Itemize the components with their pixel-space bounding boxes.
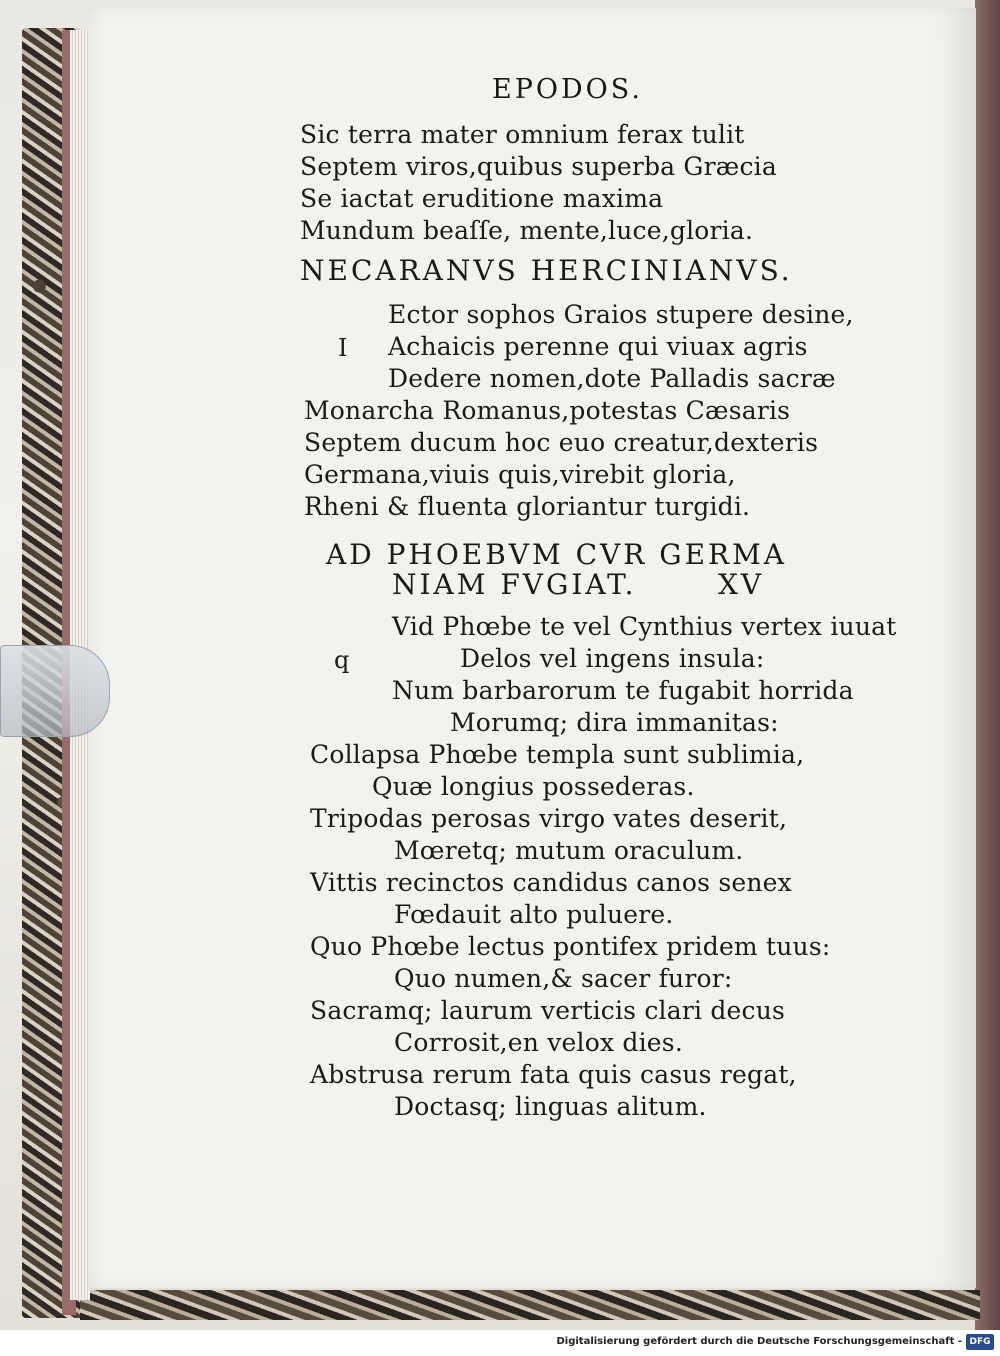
phoebum-line-10: Fœdauit alto puluere. bbox=[394, 900, 674, 929]
phoebum-line-8: Mœretq; mutum oraculum. bbox=[394, 836, 744, 865]
necaranus-line-3: Dedere nomen,dote Palladis sacræ bbox=[388, 364, 836, 393]
necaranus-line-2: Achaicis perenne qui viuax agris bbox=[388, 332, 808, 361]
necaranus-line-7: Rheni & fluenta gloriantur turgidi. bbox=[304, 492, 751, 521]
footer-bar bbox=[0, 1330, 1000, 1356]
margin-initial-i: I bbox=[338, 334, 348, 362]
epodos-line-2: Septem viros,quibus superba Græcia bbox=[300, 152, 777, 181]
footer-credit: Digitalisierung gefördert durch die Deutsche Forschungsgemeinschaft - bbox=[556, 1336, 962, 1347]
cover-right-edge bbox=[975, 0, 1000, 1330]
phoebum-line-16: Doctasq; linguas alitum. bbox=[394, 1092, 707, 1121]
phoebum-line-15: Abstrusa rerum fata quis casus regat, bbox=[310, 1060, 797, 1089]
necaranus-line-4: Monarcha Romanus,potestas Cæsaris bbox=[304, 396, 791, 425]
phoebum-line-4: Morumq; dira immanitas: bbox=[450, 708, 779, 737]
margin-initial-q: q bbox=[334, 646, 350, 674]
epodos-line-4: Mundum beaſſe, mente,luce,gloria. bbox=[300, 216, 754, 245]
phoebum-line-9: Vittis recinctos candidus canos senex bbox=[310, 868, 792, 897]
poem-number: XV bbox=[718, 568, 765, 601]
epodos-line-3: Se iactat eruditione maxima bbox=[300, 184, 664, 213]
phoebum-line-5: Collapsa Phœbe templa sunt sublimia, bbox=[310, 740, 805, 769]
heading-poem-title-2: NIAM FVGIAT. bbox=[392, 568, 637, 601]
phoebum-line-7: Tripodas perosas virgo vates deserit, bbox=[310, 804, 788, 833]
heading-epodos: EPODOS. bbox=[492, 74, 643, 105]
heading-poem-title-1: AD PHOEBVM CVR GERMA bbox=[326, 538, 787, 571]
necaranus-line-5: Septem ducum hoc euo creatur,dexteris bbox=[304, 428, 819, 457]
necaranus-line-6: Germana,viuis quis,virebit gloria, bbox=[304, 460, 736, 489]
plastic-page-clip bbox=[0, 645, 110, 737]
phoebum-line-6: Quæ longius possederas. bbox=[372, 772, 695, 801]
phoebum-line-3: Num barbarorum te fugabit horrida bbox=[392, 676, 854, 705]
epodos-line-1: Sic terra mater omnium ferax tulit bbox=[300, 120, 745, 149]
marbled-cover-bottom bbox=[80, 1290, 980, 1320]
phoebum-line-13: Sacramq; laurum verticis clari decus bbox=[310, 996, 786, 1025]
heading-necaranus: NECARANVS HERCINIANVS. bbox=[300, 254, 793, 287]
phoebum-line-11: Quo Phœbe lectus pontifex pridem tuus: bbox=[310, 932, 831, 961]
necaranus-line-1: Ector sophos Graios stupere desine, bbox=[388, 300, 854, 329]
dfg-logo-icon: DFG bbox=[966, 1334, 994, 1350]
phoebum-line-1: Vid Phœbe te vel Cynthius vertex iuuat bbox=[392, 612, 897, 641]
phoebum-line-14: Corrosit,en velox dies. bbox=[394, 1028, 683, 1057]
phoebum-line-12: Quo numen,& sacer furor: bbox=[394, 964, 733, 993]
book-page bbox=[88, 8, 976, 1288]
phoebum-line-2: Delos vel ingens insula: bbox=[460, 644, 765, 673]
